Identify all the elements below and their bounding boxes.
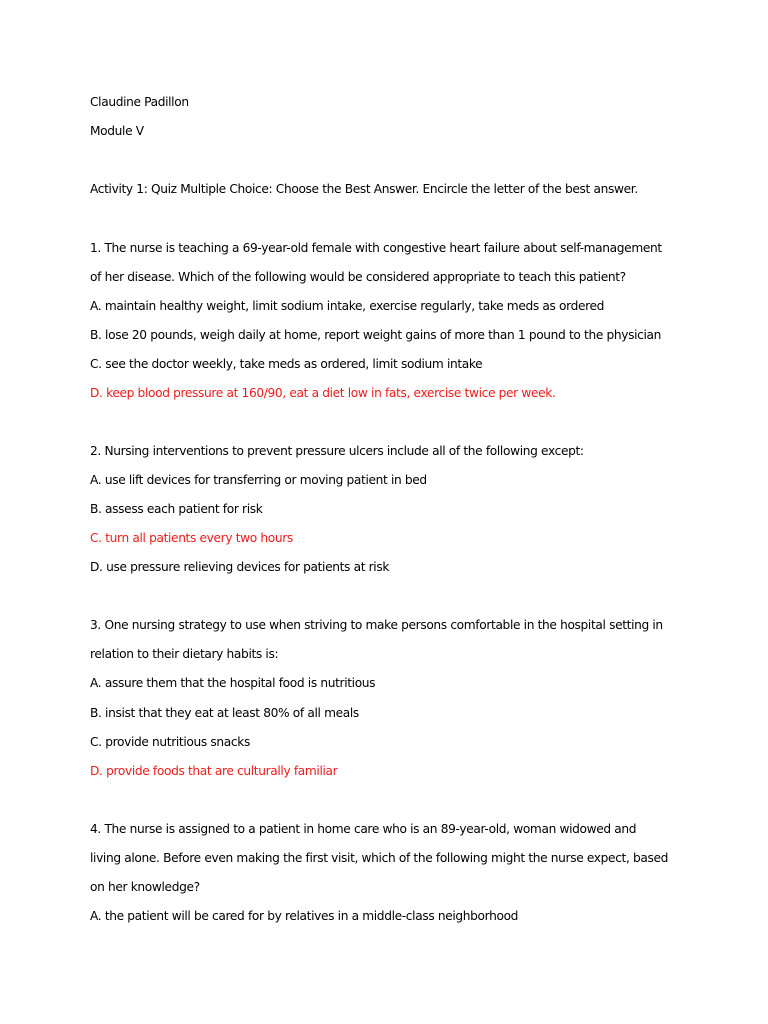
question-1-option-d-selected-answer: D. keep blood pressure at 160/90, eat a diet low in fats, exercise twice per week. [90, 386, 556, 400]
question-4-stem-line-1: 4. The nurse is assigned to a patient in home care who is an 89-year-old, woman widowed and [90, 822, 637, 836]
question-2-option-a: A. use lift devices for transferring or moving patient in bed [90, 473, 427, 487]
question-3-stem-line-1: 3. One nursing strategy to use when striving to make persons comfortable in the hospital setting in [90, 618, 663, 632]
question-3-option-b: B. insist that they eat at least 80% of all meals [90, 706, 359, 720]
question-1-option-c: C. see the doctor weekly, take meds as ordered, limit sodium intake [90, 357, 483, 371]
question-1-stem-line-1: 1. The nurse is teaching a 69-year-old female with congestive heart failure about self-management [90, 241, 662, 255]
question-4-stem-line-2: living alone. Before even making the first visit, which of the following might the nurse expect, based [90, 851, 669, 865]
question-4-option-a: A. the patient will be cared for by relatives in a middle-class neighborhood [90, 909, 519, 923]
question-3-stem-line-2: relation to their dietary habits is: [90, 647, 279, 661]
question-2-stem-line-1: 2. Nursing interventions to prevent pressure ulcers include all of the following except: [90, 444, 584, 458]
question-3-option-d-selected-answer: D. provide foods that are culturally familiar [90, 764, 338, 778]
question-2-option-c-selected-answer: C. turn all patients every two hours [90, 531, 293, 545]
question-3-option-c: C. provide nutritious snacks [90, 735, 250, 749]
question-1-option-a: A. maintain healthy weight, limit sodium intake, exercise regularly, take meds as ordered [90, 299, 605, 313]
module-title: Module V [90, 124, 144, 138]
activity-instructions: Activity 1: Quiz Multiple Choice: Choose the Best Answer. Encircle the letter of the best answer. [90, 182, 638, 196]
question-2-option-b: B. assess each patient for risk [90, 502, 263, 516]
question-4-stem-line-3: on her knowledge? [90, 880, 200, 894]
question-1-option-b: B. lose 20 pounds, weigh daily at home, report weight gains of more than 1 pound to the physician [90, 328, 662, 342]
question-3-option-a: A. assure them that the hospital food is nutritious [90, 676, 376, 690]
question-2-option-d: D. use pressure relieving devices for patients at risk [90, 560, 390, 574]
question-1-stem-line-2: of her disease. Which of the following would be considered appropriate to teach this patient? [90, 270, 626, 284]
student-name: Claudine Padillon [90, 95, 189, 109]
